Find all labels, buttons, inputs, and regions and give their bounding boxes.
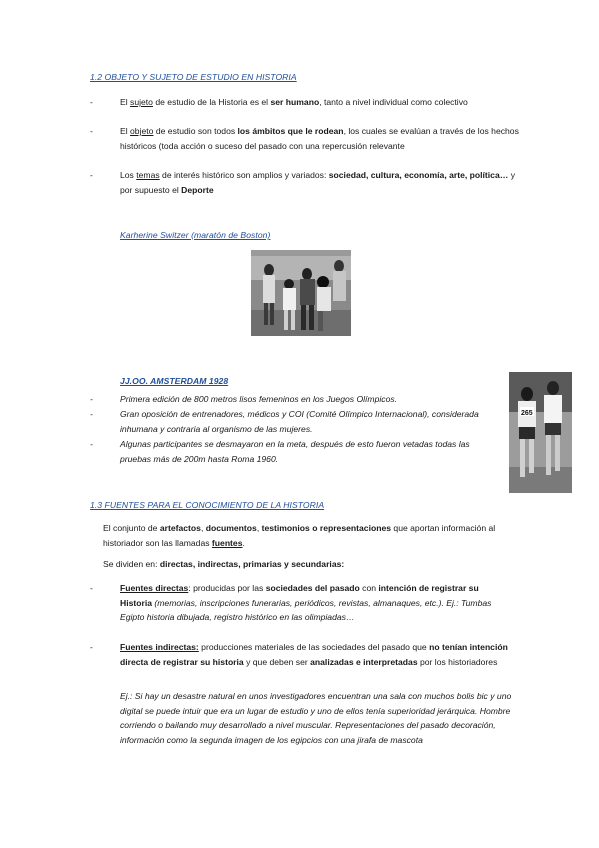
paragraph-example-indirectas: Ej.: Si hay un desastre natural en unos investigadores encuentran una sala con muchos bolis bic y uno digital se puede intuir que era un lugar de estudio y uno de ellos tenía superioridad jerárquica. Hombre corriendo o bailando muy desarrollado a nivel muscular. Representaciones del pasado decoración, información como la segunda imagen de los egipcios con una jirafa de mascota (120, 691, 512, 745)
list-item-temas: - Los temas de interés histórico son amplios y variados: sociedad, cultura, economía, arte, política… y por supuesto el Deporte (90, 170, 515, 195)
paragraph-division: Se dividen en: directas, indirectas, primarias y secundarias: (103, 559, 345, 569)
term-fuentes-indirectas: Fuentes indirectas: (120, 642, 199, 652)
term-sujeto: sujeto (130, 97, 153, 107)
term-temas: temas (136, 170, 160, 180)
list-item-primera-edicion: - Primera edición de 800 metros lisos femeninos en los Juegos Olímpicos. (90, 392, 502, 407)
list-item-fuentes-indirectas: - Fuentes indirectas: producciones materiales de las sociedades del pasado que no tenían intención directa de registrar su historia y que deben ser analizadas e interpretadas por los historiadores (90, 642, 508, 667)
switzer-marathon-photo (251, 250, 351, 336)
list-item-desmayos: - Algunas participantes se desmayaron en la meta, después de esto fueron vetadas todas las pruebas más de 200m hasta Roma 1960. (90, 439, 470, 464)
photo-caption-switzer: Karherine Switzer (maratón de Boston) (120, 230, 271, 240)
term-objeto: objeto (130, 126, 154, 136)
term-fuentes-directas: Fuentes directas (120, 583, 189, 593)
amsterdam-1928-photo (509, 372, 572, 493)
bullet-dash: - (90, 170, 93, 180)
section-heading-objeto-sujeto: 1.2 OBJETO Y SUJETO DE ESTUDIO EN HISTORIA (90, 72, 297, 82)
bullet-dash: - (90, 409, 93, 419)
list-item-objeto: - El objeto de estudio son todos los ámbitos que le rodean, los cuales se evalúan a través de los hechos históricos (toda acción o suceso del pasado con una repercusión relevante (90, 126, 519, 151)
bullet-dash: - (90, 97, 93, 107)
bullet-dash: - (90, 439, 93, 449)
bullet-dash: - (90, 394, 93, 404)
list-item-sujeto: - El sujeto de estudio de la Historia es el ser humano, tanto a nivel individual como colectivo (90, 95, 520, 110)
bullet-dash: - (90, 642, 93, 652)
paragraph-fuentes-intro: El conjunto de artefactos, documentos, testimonios o representaciones que aportan información al historiador son las llamadas fuentes. (103, 523, 496, 548)
bullet-dash: - (90, 126, 93, 136)
subheading-amsterdam-1928: JJ.OO. AMSTERDAM 1928 (120, 376, 229, 386)
bullet-dash: - (90, 583, 93, 593)
section-heading-fuentes: 1.3 FUENTES PARA EL CONOCIMIENTO DE LA HISTORIA (90, 500, 325, 510)
runner-bib-number: 265 (521, 410, 533, 417)
list-item-fuentes-directas: - Fuentes directas: producidas por las sociedades del pasado con intención de registrar su Historia (memorias, inscripciones funerarias, periódicos, revistas, almanaques, etc.). Ej.: Tumbas Egipto historia dibujada, registro histórico en las olimpiadas… (90, 583, 492, 623)
term-fuentes: fuentes (211, 537, 243, 548)
list-item-oposicion: - Gran oposición de entrenadores, médicos y COI (Comité Olímpico Internacional), considerada inhumana y contraria al organismo de las mujeres. (90, 409, 479, 434)
